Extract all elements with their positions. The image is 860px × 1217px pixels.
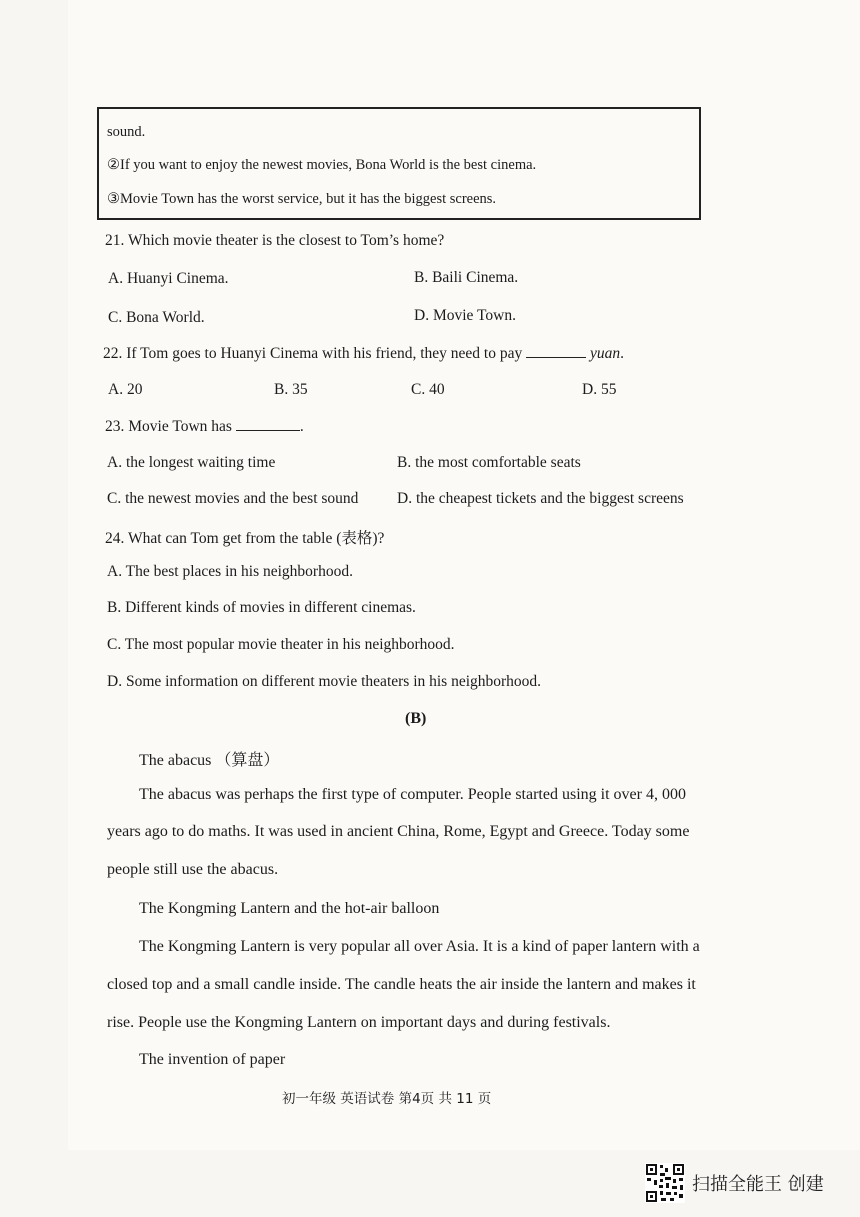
page-footer: 初一年级 英语试卷 第4页 共 11 页 [282,1091,492,1107]
q23-option-c: C. the newest movies and the best sound [107,490,359,507]
q24-option-c: C. The most popular movie theater in his neighborhood. [107,636,455,653]
question-21-stem: 21. Which movie theater is the closest to Tom’s home? [105,232,445,249]
heading-invention-of-paper: The invention of paper [139,1051,286,1068]
paragraph-line: people still use the abacus. [107,861,279,878]
heading-kongming-lantern: The Kongming Lantern and the hot-air balloon [139,900,440,917]
q24-option-d: D. Some information on different movie theaters in his neighborhood. [107,673,542,690]
question-23-stem [105,418,304,436]
heading-abacus: The abacus （算盘） [139,752,280,769]
box-line-1: sound. [107,124,146,140]
q23-stem-text: 23. Movie Town has [105,418,232,435]
q22-unit: yuan [589,345,621,362]
q22-option-b: B. 35 [274,381,308,398]
paragraph-line: years ago to do maths. It was used in ancient China, Rome, Egypt and Greece. Today some [107,823,690,840]
q23-stem-end: . [299,418,304,435]
qr-code-icon [645,1163,685,1203]
q21-option-c: C. Bona World. [108,309,205,326]
answer-blank [526,345,586,358]
q23-option-a: A. the longest waiting time [107,454,276,471]
q21-option-a: A. Huanyi Cinema. [108,270,229,287]
q22-option-c: C. 40 [411,381,445,398]
q21-option-b: B. Baili Cinema. [414,269,519,286]
question-24-stem: 24. What can Tom get from the table (表格)? [105,530,385,547]
box-line-2: ②If you want to enjoy the newest movies, Bona World is the best cinema. [107,157,537,173]
paragraph-line: closed top and a small candle inside. The candle heats the air inside the lantern and makes it [107,976,696,993]
box-line-3: ③Movie Town has the worst service, but it has the biggest screens. [107,191,497,207]
q24-option-b: B. Different kinds of movies in different cinemas. [107,599,416,616]
section-b-label: (B) [405,710,427,727]
scanner-watermark-label: 扫描全能王 创建 [692,1174,824,1195]
q23-option-b: B. the most comfortable seats [397,454,581,471]
answer-blank [236,418,300,431]
paragraph-line: rise. People use the Kongming Lantern on important days and during festivals. [107,1014,611,1031]
q22-stem-text: 22. If Tom goes to Huanyi Cinema with his friend, they need to pay [103,345,523,362]
paragraph-line: The Kongming Lantern is very popular all over Asia. It is a kind of paper lantern with a [139,938,700,955]
q22-option-a: A. 20 [108,381,143,398]
paragraph-line: The abacus was perhaps the first type of computer. People started using it over 4, 000 [139,786,686,803]
q24-option-a: A. The best places in his neighborhood. [107,563,353,580]
q22-option-d: D. 55 [582,381,617,398]
q22-stem-end: . [620,345,624,362]
q21-option-d: D. Movie Town. [414,307,516,324]
q23-option-d: D. the cheapest tickets and the biggest screens [397,490,684,507]
question-22-stem [103,345,624,363]
